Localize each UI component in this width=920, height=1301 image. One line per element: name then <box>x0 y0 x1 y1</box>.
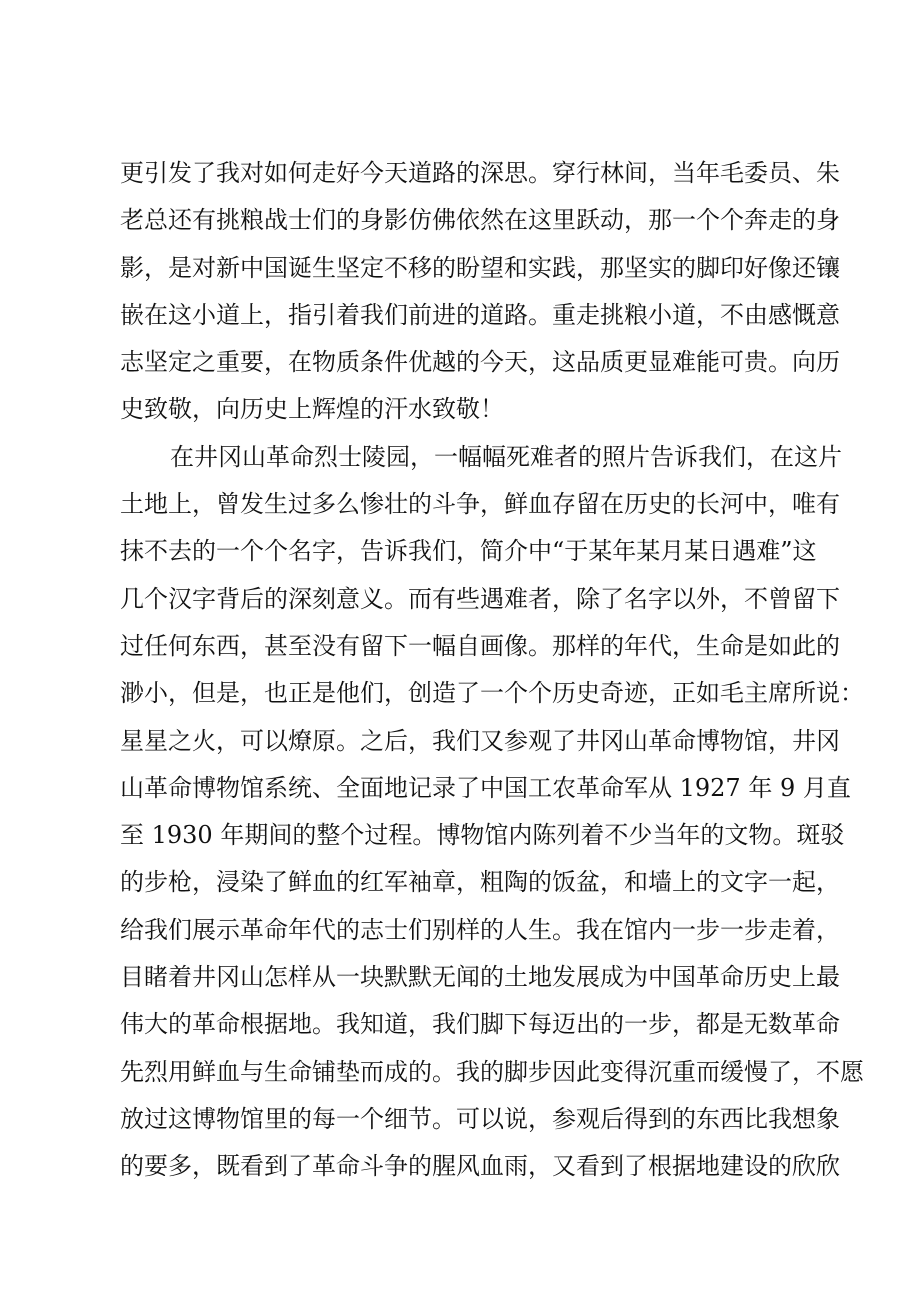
text-line: 星星之火，可以燎原。之后，我们又参观了井冈山革命博物馆，井冈 <box>120 726 840 755</box>
text-line: 抹不去的一个个名字，告诉我们，简介中“于某年某月某日遇难”这 <box>120 537 817 566</box>
text-line: 老总还有挑粮战士们的身影仿佛依然在这里跃动，那一个个奔走的身 <box>120 206 840 235</box>
text-line: 渺小，但是，也正是他们，创造了一个个历史奇迹，正如毛主席所说： <box>120 679 864 708</box>
text-line: 给我们展示革命年代的志士们别样的人生。我在馆内一步一步走着， <box>120 915 840 944</box>
text-line: 至 1930 年期间的整个过程。博物馆内陈列着不少当年的文物。斑驳 <box>120 821 845 850</box>
text-line: 史致敬，向历史上辉煌的汗水致敬！ <box>120 395 504 424</box>
text-line: 更引发了我对如何走好今天道路的深思。穿行林间，当年毛委员、朱 <box>120 159 840 187</box>
paragraph-1 <box>120 150 840 434</box>
text-line: 志坚定之重要，在物质条件优越的今天，这品质更显难能可贵。向历 <box>120 348 840 377</box>
text-line: 影，是对新中国诞生坚定不移的盼望和实践，那坚实的脚印好像还镶 <box>120 253 840 282</box>
text-line: 在井冈山革命烈士陵园，一幅幅死难者的照片告诉我们，在这片 <box>170 442 842 471</box>
text-line: 嵌在这小道上，指引着我们前进的道路。重走挑粮小道，不由感慨意 <box>120 300 840 329</box>
text-line: 的要多，既看到了革命斗争的腥风血雨，又看到了根据地建设的欣欣 <box>120 1152 840 1181</box>
text-line: 放过这博物馆里的每一个细节。可以说，参观后得到的东西比我想象 <box>120 1104 840 1133</box>
paragraph-2 <box>120 434 864 1191</box>
text-line: 山革命博物馆系统、全面地记录了中国工农革命军从 1927 年 9 月直 <box>120 773 851 802</box>
text-line: 的步枪，浸染了鲜血的红军袖章，粗陶的饭盆，和墙上的文字一起， <box>120 868 840 897</box>
text-line: 伟大的革命根据地。我知道，我们脚下每迈出的一步，都是无数革命 <box>120 1010 840 1039</box>
text-line: 先烈用鲜血与生命铺垫而成的。我的脚步因此变得沉重而缓慢了，不愿 <box>120 1057 864 1086</box>
text-line: 土地上，曾发生过多么惨壮的斗争，鲜血存留在历史的长河中，唯有 <box>120 490 840 519</box>
document-body <box>120 150 864 1191</box>
text-line: 几个汉字背后的深刻意义。而有些遇难者，除了名字以外，不曾留下 <box>120 584 840 613</box>
text-line: 过任何东西，甚至没有留下一幅自画像。那样的年代，生命是如此的 <box>120 631 840 660</box>
text-line: 目睹着井冈山怎样从一块默默无闻的土地发展成为中国革命历史上最 <box>120 963 840 992</box>
